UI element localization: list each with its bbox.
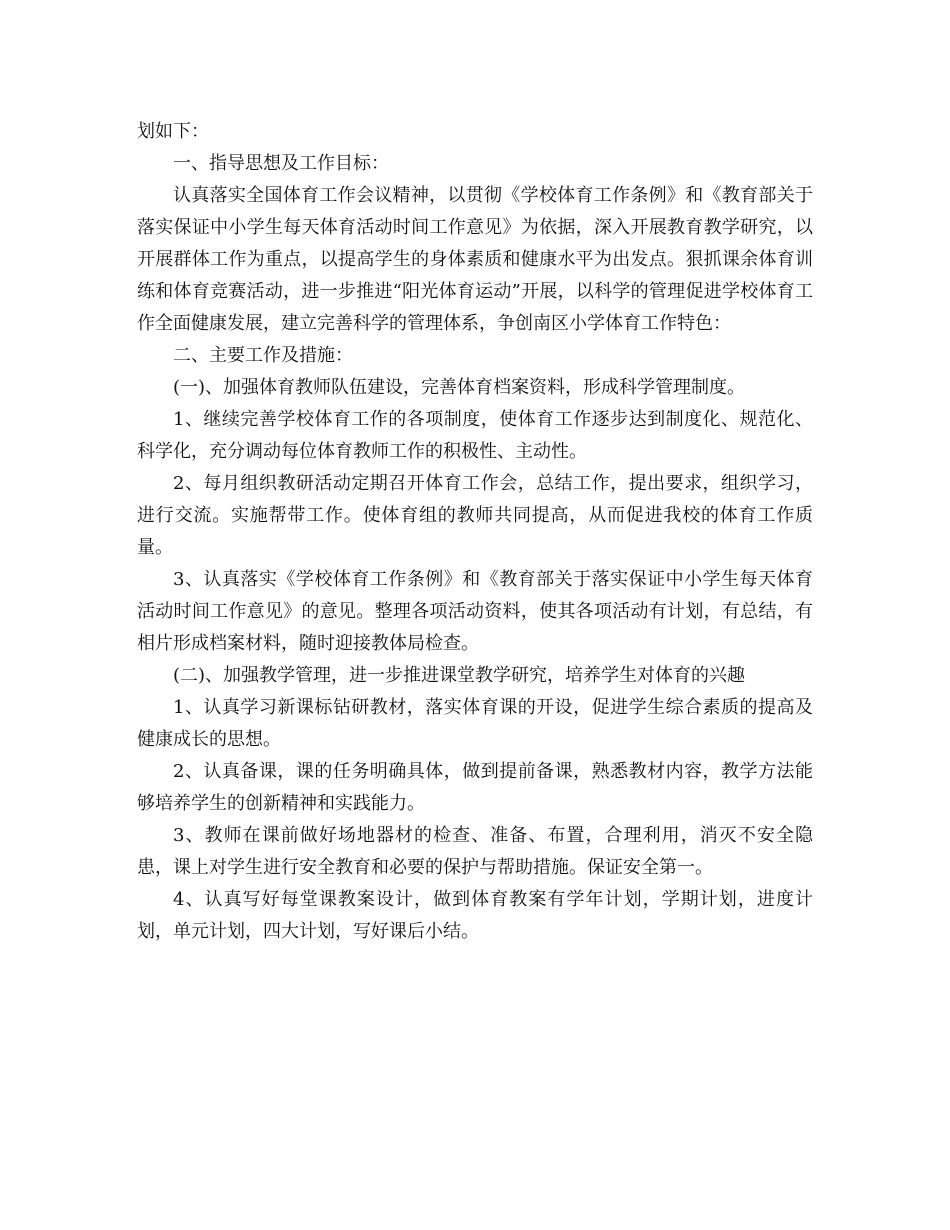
list-item-teacher-team-1: 1、继续完善学校体育工作的各项制度，使体育工作逐步达到制度化、规范化、科学化，充分调动每位体育教师工作的积极性、主动性。 xyxy=(137,409,813,462)
list-item-teaching-1: 1、认真学习新课标钻研教材，落实体育课的开设，促进学生综合素质的提高及健康成长的思想。 xyxy=(137,697,813,750)
list-item-teacher-team-3: 3、认真落实《学校体育工作条例》和《教育部关于落实保证中小学生每天体育活动时间工作意见》的意见。整理各项活动资料，使其各项活动有计划，有总结，有相片形成档案材料，随时迎接教体局检查。 xyxy=(137,569,813,654)
subsection-heading-teacher-team: (一)、加强体育教师队伍建设，完善体育档案资料，形成科学管理制度。 xyxy=(173,377,746,398)
subsection-heading-teaching-management: (二)、加强教学管理，进一步推进课堂教学研究，培养学生对体育的兴趣 xyxy=(173,665,746,686)
section-heading-main-work: 二、主要工作及措施： xyxy=(173,345,353,366)
document-body xyxy=(137,116,813,948)
list-item-teacher-team-2: 2、每月组织教研活动定期召开体育工作会，总结工作，提出要求，组织学习，进行交流。实施帮带工作。使体育组的教师共同提高，从而促进我校的体育工作质量。 xyxy=(137,473,813,558)
list-item-teaching-2: 2、认真备课，课的任务明确具体，做到提前备课，熟悉教材内容，教学方法能够培养学生的创新精神和实践能力。 xyxy=(137,761,813,814)
list-item-teaching-3: 3、教师在课前做好场地器材的检查、准备、布置，合理利用，消灭不安全隐患，课上对学生进行安全教育和必要的保护与帮助措施。保证安全第一。 xyxy=(137,825,813,878)
section-heading-guiding-ideology: 一、指导思想及工作目标： xyxy=(173,153,389,174)
paragraph-guiding-ideology: 认真落实全国体育工作会议精神，以贯彻《学校体育工作条例》和《教育部关于落实保证中小学生每天体育活动时间工作意见》为依据，深入开展教育教学研究，以开展群体工作为重点，以提高学生的身体素质和健康水平为出发点。狠抓课余体育训练和体育竞赛活动，进一步推进“阳光体育运动”开展，以科学的管理促进学校体育工作全面健康发展，建立完善科学的管理体系，争创南区小学体育工作特色： xyxy=(137,185,813,334)
paragraph-continuation: 划如下： xyxy=(137,121,209,142)
list-item-teaching-4: 4、认真写好每堂课教案设计，做到体育教案有学年计划，学期计划，进度计划，单元计划，四大计划，写好课后小结。 xyxy=(137,889,813,942)
